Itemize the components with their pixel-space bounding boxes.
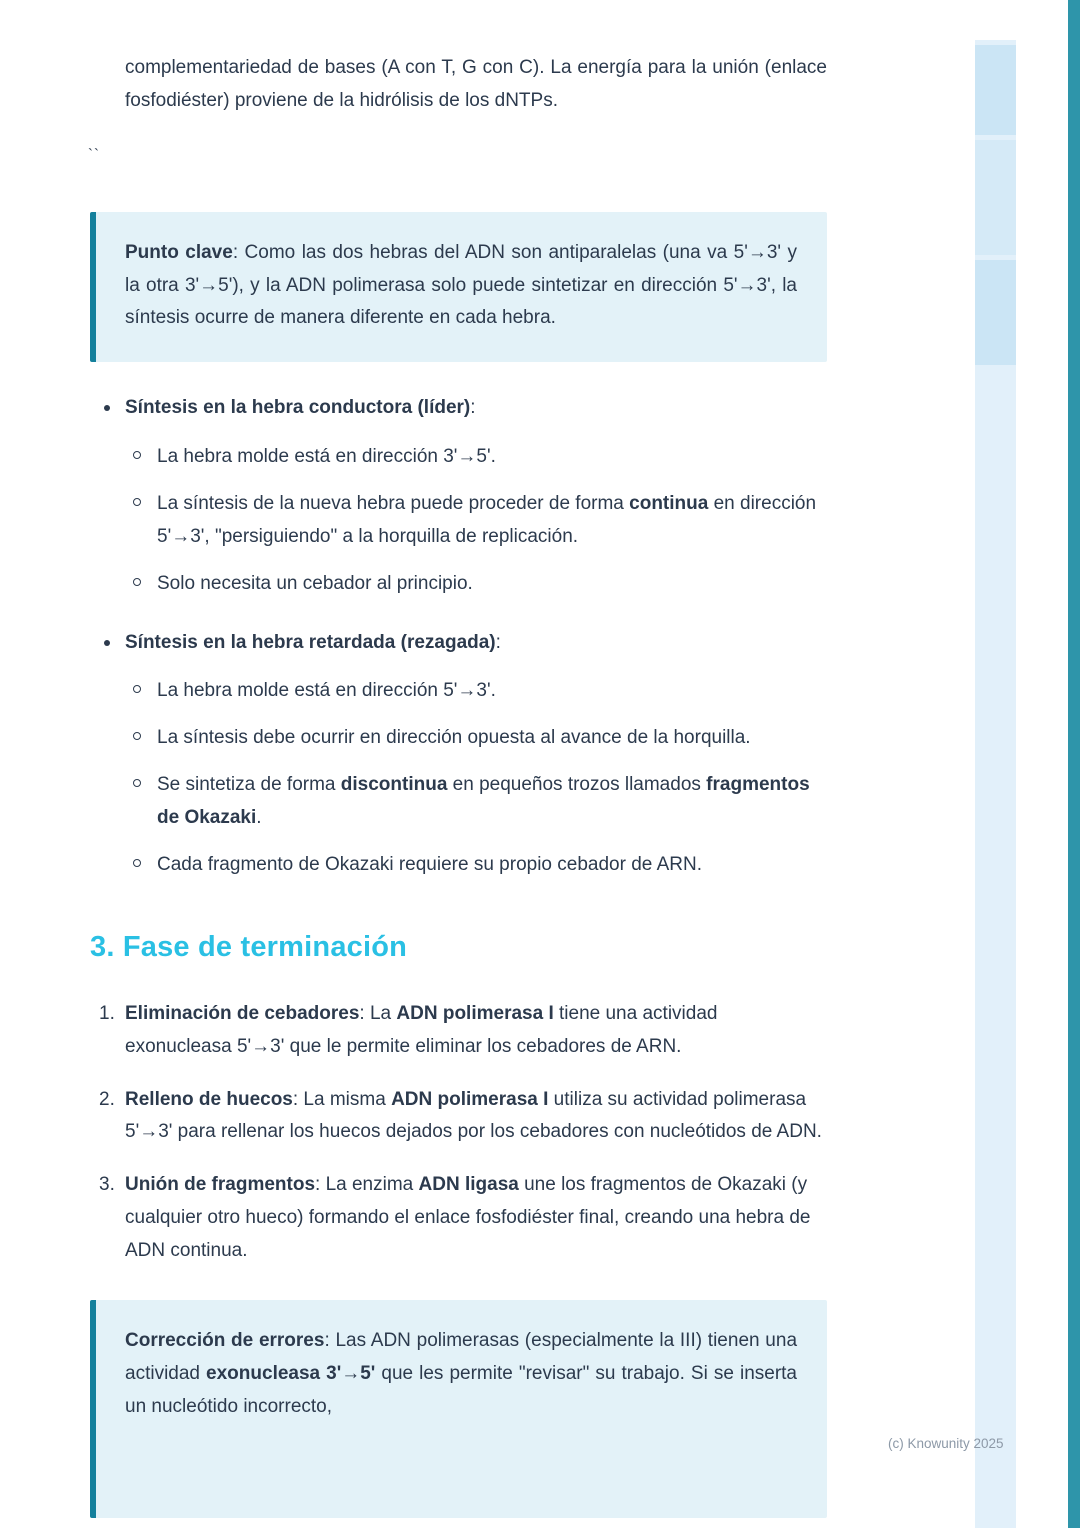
lagging-strand-title: Síntesis en la hebra retardada (rezagada): — [125, 627, 827, 660]
termination-step — [90, 1169, 827, 1268]
bullet-item — [157, 488, 827, 554]
bullet-item — [157, 849, 827, 882]
bullet-item — [157, 568, 827, 601]
error-correction-callout-text: Corrección de errores: Las ADN polimerasas (especialmente la III) tienen una actividad exonucleasa 3'→5' que les permite "revisar" su trabajo. Si se inserta un nucleótido incorrecto, — [125, 1329, 798, 1417]
bullet-item — [157, 675, 827, 708]
key-point-callout-text: Punto clave: Como las dos hebras del ADN son antiparalelas (una va 5'→3' y la otra 3'→5'), y la ADN polimerasa solo puede sintetizar en dirección 5'→3', la síntesis ocurre de manera diferente en cada hebra. — [125, 241, 797, 329]
error-correction-callout — [90, 1300, 827, 1519]
lagging-strand-section — [125, 627, 827, 882]
termination-step — [90, 1084, 827, 1150]
strand-synthesis-list — [90, 392, 827, 881]
bullet-item-text: Cada fragmento de Okazaki requiere su propio cebador de ARN. — [157, 853, 702, 875]
intro-paragraph: complementariedad de bases (A con T, G con C). La energía para la unión (enlace fosfodiéster) proviene de la hidrólisis de los dNTPs. — [125, 57, 827, 111]
bullet-item — [157, 722, 827, 755]
bullet-item-text: Solo necesita un cebador al principio. — [157, 572, 473, 594]
bullet-item — [157, 769, 827, 835]
step-text: Eliminación de cebadores: La ADN polimerasa I tiene una actividad exonucleasa 5'→3' que le permite eliminar los cebadores de ARN. — [125, 1002, 718, 1057]
watermark-credit: (c) Knowunity 2025 — [888, 1436, 1004, 1451]
bullet-item-text: La síntesis de la nueva hebra puede proceder de forma continua en dirección 5'→3', "persiguiendo" a la horquilla de replicación. — [157, 492, 817, 547]
scrollbar-track[interactable] — [975, 40, 1016, 1528]
leading-strand-title: Síntesis en la hebra conductora (líder): — [125, 392, 827, 425]
leading-strand-section — [125, 392, 827, 600]
termination-step — [90, 998, 827, 1064]
bullet-item-text: La hebra molde está en dirección 5'→3'. — [157, 680, 496, 702]
bullet-item-text: La síntesis debe ocurrir en dirección opuesta al avance de la horquilla. — [157, 727, 751, 749]
termination-steps-list — [90, 998, 827, 1268]
step-number: 3. — [99, 1174, 115, 1196]
bullet-item-text: La hebra molde está en dirección 3'→5'. — [157, 446, 496, 468]
lagging-strand-sublist — [125, 675, 827, 881]
bullet-item-text: Se sintetiza de forma discontinua en pequeños trozos llamados fragmentos de Okazaki. — [157, 774, 810, 828]
key-point-callout — [90, 212, 827, 363]
scrollbar-thumb[interactable] — [975, 45, 1016, 135]
leading-strand-sublist — [125, 441, 827, 600]
step-number: 2. — [99, 1088, 115, 1110]
scrollbar-thumb[interactable] — [975, 140, 1016, 255]
stray-quote-mark: `` — [88, 145, 100, 163]
section-heading-terminacion: 3. Fase de terminación — [90, 930, 408, 963]
page-edge-accent-bar — [1068, 0, 1080, 1528]
step-text: Relleno de huecos: La misma ADN polimerasa I utiliza su actividad polimerasa 5'→3' para rellenar los huecos dejados por los cebadores con nucleótidos de ADN. — [125, 1088, 822, 1143]
step-text: Unión de fragmentos: La enzima ADN ligasa une los fragmentos de Okazaki (y cualquier otro hueco) formando el enlace fosfodiéster final, creando una hebra de ADN continua. — [125, 1174, 811, 1261]
content-column — [90, 36, 827, 1518]
step-number: 1. — [99, 1002, 115, 1024]
bullet-item — [157, 441, 827, 474]
scrollbar-thumb[interactable] — [975, 260, 1016, 365]
